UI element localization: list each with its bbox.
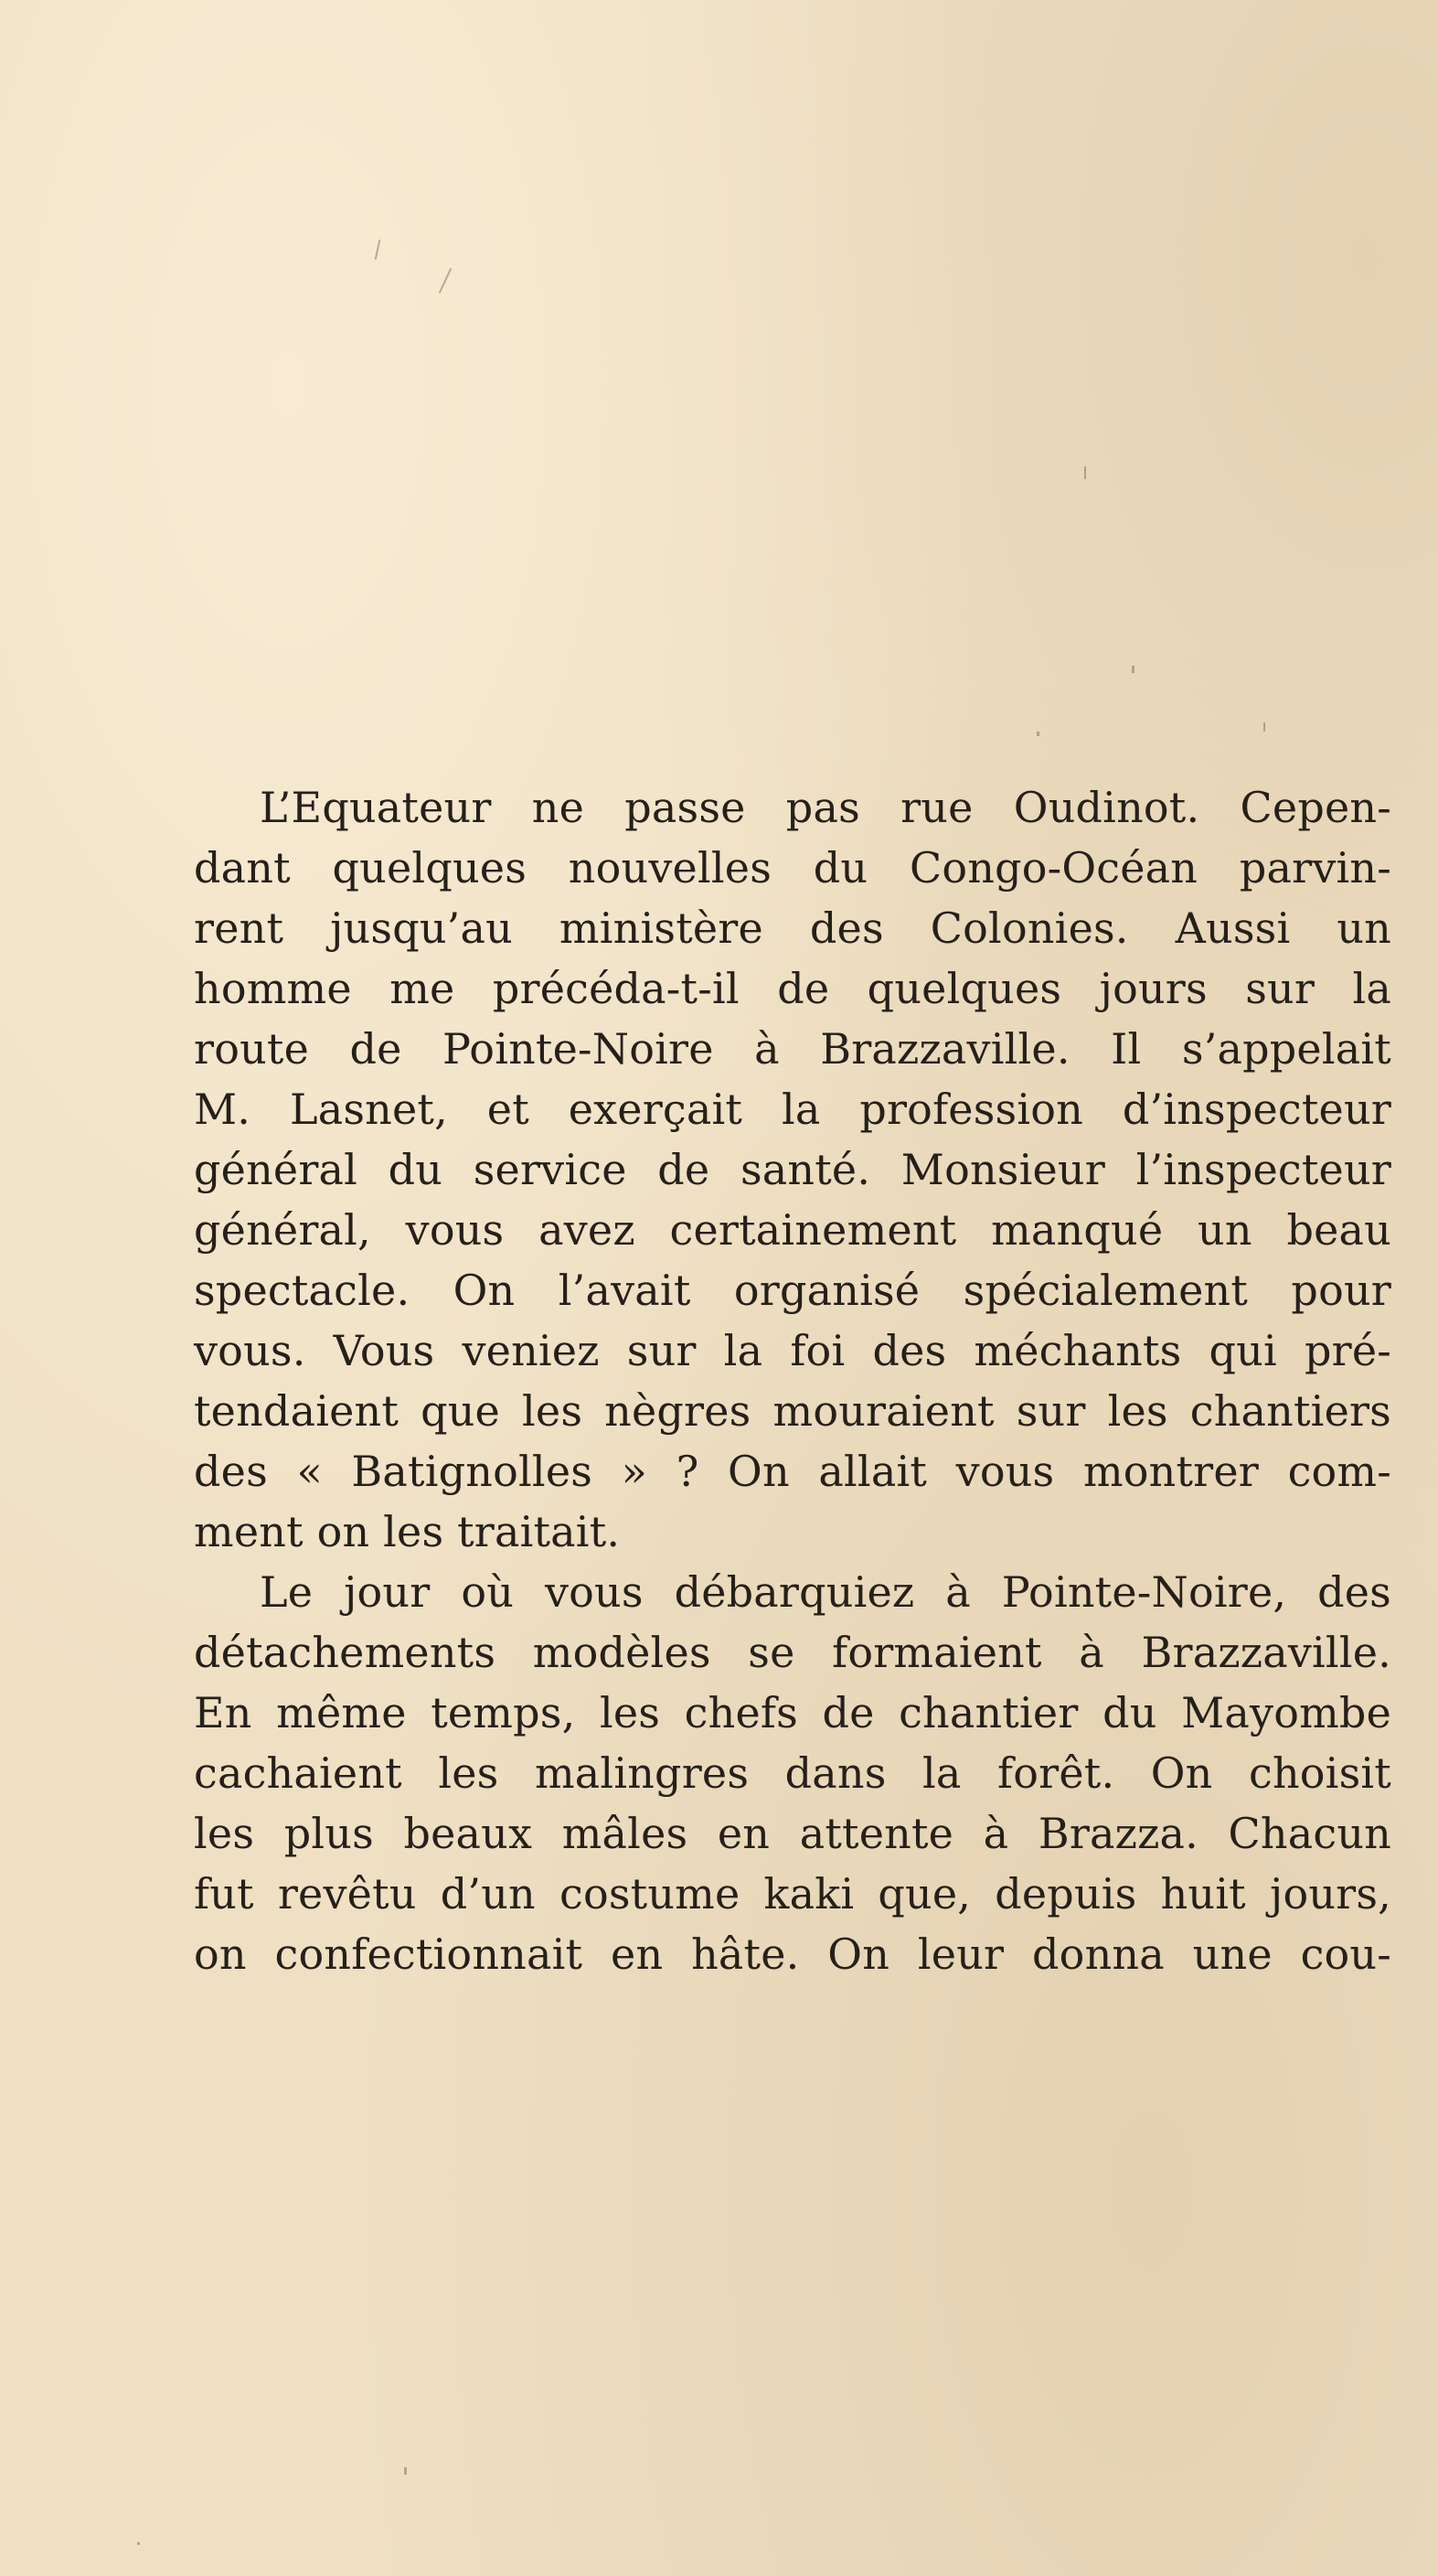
text-line: tendaient que les nègres mouraient sur les chantiers: [194, 1386, 1391, 1436]
text-line: En même temps, les chefs de chantier du Mayombe: [194, 1688, 1391, 1737]
paper-speck: [1132, 666, 1134, 673]
text-line: M. Lasnet, et exerçait la profession d’inspecteur: [194, 1085, 1391, 1134]
body-text: [194, 777, 1391, 1984]
text-line: cachaient les malingres dans la forêt. On choisit: [194, 1748, 1391, 1798]
text-line: dant quelques nouvelles du Congo-Océan parvin-: [194, 843, 1391, 893]
paper-speck: [375, 240, 381, 260]
paragraph-2: [194, 1562, 1391, 1984]
text-line: général du service de santé. Monsieur l’inspecteur: [194, 1145, 1391, 1194]
text-line: des « Batignolles » ? On allait vous montrer com-: [194, 1447, 1391, 1496]
text-line: général, vous avez certainement manqué un beau: [194, 1205, 1391, 1255]
text-line: ment on les traitait.: [194, 1507, 621, 1556]
text-line: Le jour où vous débarquiez à Pointe-Noire, des: [260, 1567, 1391, 1617]
text-line: L’Equateur ne passe pas rue Oudinot. Cepen-: [260, 783, 1391, 832]
text-line: on confectionnait en hâte. On leur donna une cou-: [194, 1929, 1391, 1979]
paper-speck: [1037, 732, 1039, 736]
text-line: vous. Vous veniez sur la foi des méchants qui pré-: [194, 1326, 1391, 1375]
paper-speck: [404, 2467, 407, 2474]
text-line: homme me précéda-t-il de quelques jours sur la: [194, 964, 1391, 1013]
paper-speck: [1263, 722, 1265, 732]
paper-speck: [137, 2542, 140, 2545]
text-line: rent jusqu’au ministère des Colonies. Aussi un: [194, 903, 1391, 953]
text-line: détachements modèles se formaient à Brazzaville.: [194, 1628, 1391, 1677]
paper-speck: [1084, 466, 1086, 479]
text-line: route de Pointe-Noire à Brazzaville. Il s’appelait: [194, 1024, 1391, 1074]
text-line: fut revêtu d’un costume kaki que, depuis huit jours,: [194, 1869, 1391, 1919]
text-line: spectacle. On l’avait organisé spécialement pour: [194, 1266, 1391, 1315]
text-line: les plus beaux mâles en attente à Brazza. Chacun: [194, 1809, 1391, 1858]
paper-speck: [439, 268, 452, 294]
paragraph-1: [194, 777, 1391, 1562]
